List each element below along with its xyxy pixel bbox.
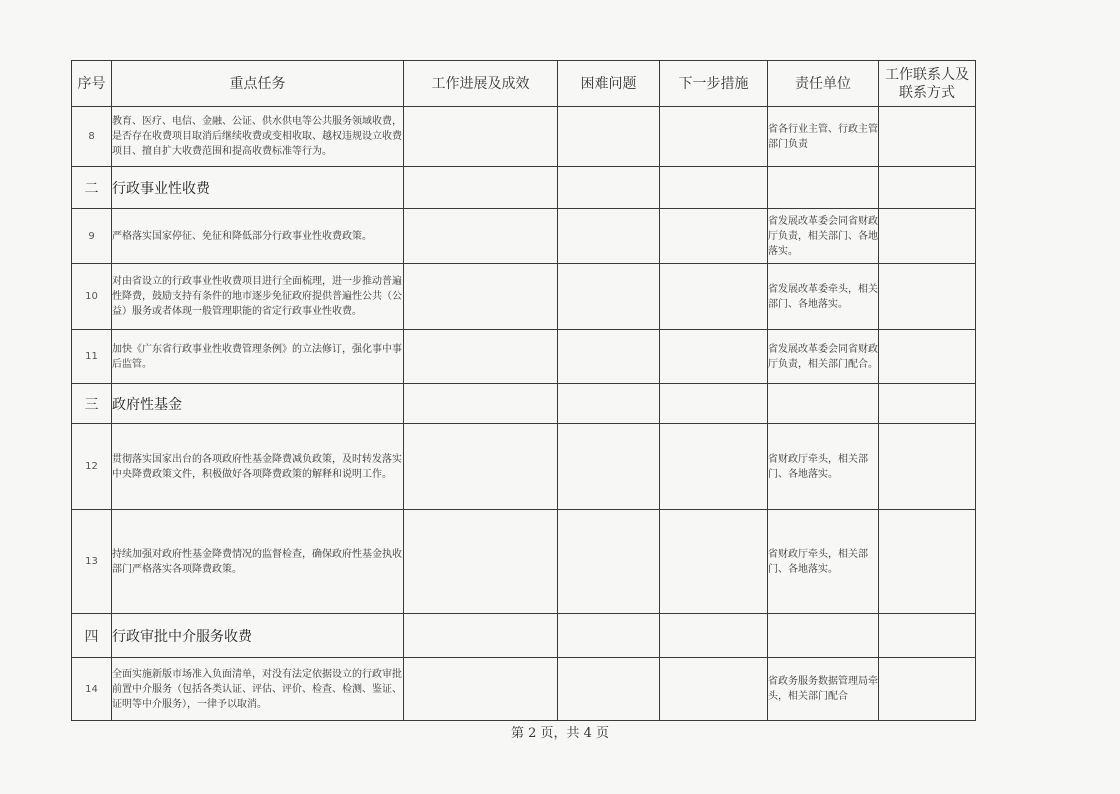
task-cell: 对由省设立的行政事业性收费项目进行全面梳理，进一步推动普遍性降费，鼓励支持有条件的地市逐步免征政府提供普遍性公共（公益）服务或者体现一般管理职能的省定行政事业性收费。	[112, 264, 404, 330]
responsible-cell: 省发展改革委会同省财政厅负责，相关部门、各地落实。	[768, 209, 879, 264]
contact-cell	[879, 658, 976, 721]
contact-cell	[879, 384, 976, 424]
difficulty-cell	[558, 510, 660, 614]
contact-cell	[879, 330, 976, 384]
difficulty-cell	[558, 424, 660, 510]
difficulty-cell	[558, 658, 660, 721]
difficulty-cell	[558, 264, 660, 330]
contact-cell	[879, 264, 976, 330]
next-steps-cell	[660, 510, 768, 614]
row-number: 12	[72, 424, 112, 510]
task-cell: 全面实施新版市场准入负面清单，对没有法定依据设立的行政审批前置中介服务（包括各类认证、评估、评价、检查、检测、鉴证、证明等中介服务），一律予以取消。	[112, 658, 404, 721]
contact-cell	[879, 424, 976, 510]
section-number: 三	[72, 384, 112, 424]
contact-cell	[879, 614, 976, 658]
task-cell: 加快《广东省行政事业性收费管理条例》的立法修订，强化事中事后监管。	[112, 330, 404, 384]
responsible-cell: 省发展改革委牵头，相关部门、各地落实。	[768, 264, 879, 330]
header-next-steps: 下一步措施	[660, 61, 768, 107]
next-steps-cell	[660, 384, 768, 424]
responsible-cell	[768, 167, 879, 209]
table-row	[72, 510, 976, 614]
section-row	[72, 614, 976, 658]
next-steps-cell	[660, 167, 768, 209]
next-steps-cell	[660, 424, 768, 510]
section-row	[72, 384, 976, 424]
header-task: 重点任务	[112, 61, 404, 107]
difficulty-cell	[558, 107, 660, 167]
table-row	[72, 209, 976, 264]
page-number: 第 2 页，共 4 页	[510, 726, 610, 741]
header-progress: 工作进展及成效	[404, 61, 558, 107]
header-contact: 工作联系人及联系方式	[879, 61, 976, 107]
row-number: 11	[72, 330, 112, 384]
row-number: 9	[72, 209, 112, 264]
task-cell: 严格落实国家停征、免征和降低部分行政事业性收费政策。	[112, 209, 404, 264]
progress-cell	[404, 658, 558, 721]
next-steps-cell	[660, 658, 768, 721]
header-difficulty: 困难问题	[558, 61, 660, 107]
next-steps-cell	[660, 209, 768, 264]
header-row	[72, 61, 976, 107]
progress-cell	[404, 614, 558, 658]
row-number: 14	[72, 658, 112, 721]
responsible-cell: 省财政厅牵头，相关部门、各地落实。	[768, 510, 879, 614]
responsible-cell: 省财政厅牵头，相关部门、各地落实。	[768, 424, 879, 510]
next-steps-cell	[660, 614, 768, 658]
difficulty-cell	[558, 209, 660, 264]
task-cell: 贯彻落实国家出台的各项政府性基金降费减负政策，及时转发落实中央降费政策文件，积极做好各项降费政策的解释和说明工作。	[112, 424, 404, 510]
responsible-cell	[768, 384, 879, 424]
contact-cell	[879, 209, 976, 264]
progress-cell	[404, 107, 558, 167]
next-steps-cell	[660, 264, 768, 330]
responsible-cell: 省各行业主管、行政主管部门负责	[768, 107, 879, 167]
progress-cell	[404, 424, 558, 510]
progress-cell	[404, 330, 558, 384]
table-row	[72, 264, 976, 330]
table-row	[72, 107, 976, 167]
section-title: 行政审批中介服务收费	[112, 614, 404, 658]
table-row	[72, 658, 976, 721]
difficulty-cell	[558, 330, 660, 384]
progress-cell	[404, 384, 558, 424]
progress-cell	[404, 167, 558, 209]
row-number: 10	[72, 264, 112, 330]
responsible-cell	[768, 614, 879, 658]
table-row	[72, 424, 976, 510]
section-row	[72, 167, 976, 209]
difficulty-cell	[558, 614, 660, 658]
next-steps-cell	[660, 330, 768, 384]
task-cell: 持续加强对政府性基金降费情况的监督检查，确保政府性基金执收部门严格落实各项降费政策。	[112, 510, 404, 614]
task-cell: 教育、医疗、电信、金融、公证、供水供电等公共服务领域收费，是否存在收费项目取消后继续收费或变相收取、越权违规设立收费项目、擅自扩大收费范围和提高收费标准等行为。	[112, 107, 404, 167]
row-number: 13	[72, 510, 112, 614]
contact-cell	[879, 510, 976, 614]
next-steps-cell	[660, 107, 768, 167]
header-seq: 序号	[72, 61, 112, 107]
section-number: 四	[72, 614, 112, 658]
contact-cell	[879, 107, 976, 167]
task-table	[71, 60, 976, 721]
contact-cell	[879, 167, 976, 209]
progress-cell	[404, 264, 558, 330]
responsible-cell: 省政务服务数据管理局牵头，相关部门配合	[768, 658, 879, 721]
progress-cell	[404, 209, 558, 264]
difficulty-cell	[558, 167, 660, 209]
section-title: 行政事业性收费	[112, 167, 404, 209]
section-title: 政府性基金	[112, 384, 404, 424]
header-responsible: 责任单位	[768, 61, 879, 107]
progress-cell	[404, 510, 558, 614]
responsible-cell: 省发展改革委会同省财政厅负责，相关部门配合。	[768, 330, 879, 384]
table-row	[72, 330, 976, 384]
section-number: 二	[72, 167, 112, 209]
difficulty-cell	[558, 384, 660, 424]
row-number: 8	[72, 107, 112, 167]
